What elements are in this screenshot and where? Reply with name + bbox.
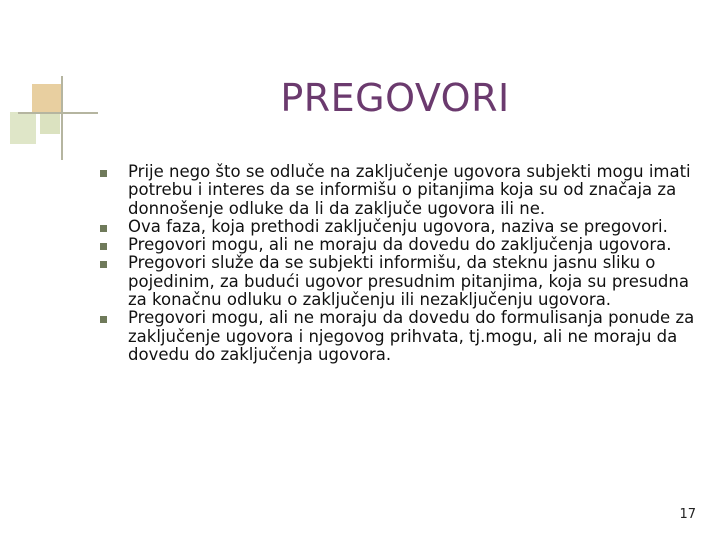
bullet-text: Prije nego što se odluče na zaključenje ugovora subjekti mogu imati potrebu i interes da se informišu o pitanjima koja su od značaja za donnošenje odluke da li da zaključe ugovora ili ne. [128,162,691,218]
square-bullet-icon [100,225,107,232]
bullet-item [98,218,698,236]
bullet-item [98,254,698,309]
decorative-logo [0,0,100,170]
decorative-line [61,76,63,160]
slide-title: PREGOVORI [280,76,510,120]
square-bullet-icon [100,316,107,323]
page-number: 17 [679,507,696,522]
bullet-item [98,236,698,254]
bullet-text: Pregovori mogu, ali ne moraju da dovedu do zaključenja ugovora. [128,235,672,255]
square-bullet-icon [100,170,107,177]
bullet-text: Ova faza, koja prethodi zaključenju ugovora, naziva se pregovori. [128,216,668,236]
bullet-item [98,163,698,218]
decorative-square [32,84,62,112]
bullet-item [98,309,698,364]
square-bullet-icon [100,243,107,250]
bullet-list [98,163,698,364]
bullet-text: Pregovori služe da se subjekti informišu, da steknu jasnu sliku o pojedinim, za budući ugovor presudnim pitanjima, koja su presudna za konačnu odluku o zaključenju ili nezaključenju ugovora. [128,253,689,310]
decorative-square [40,114,60,134]
decorative-line [18,112,98,114]
bullet-text: Pregovori mogu, ali ne moraju da dovedu do formulisanja ponude za zaključenje ugovora i njegovog prihvata, tj.mogu, ali ne moraju da dovedu do zaključenja ugovora. [128,308,695,364]
decorative-square [10,112,36,144]
square-bullet-icon [100,261,107,268]
